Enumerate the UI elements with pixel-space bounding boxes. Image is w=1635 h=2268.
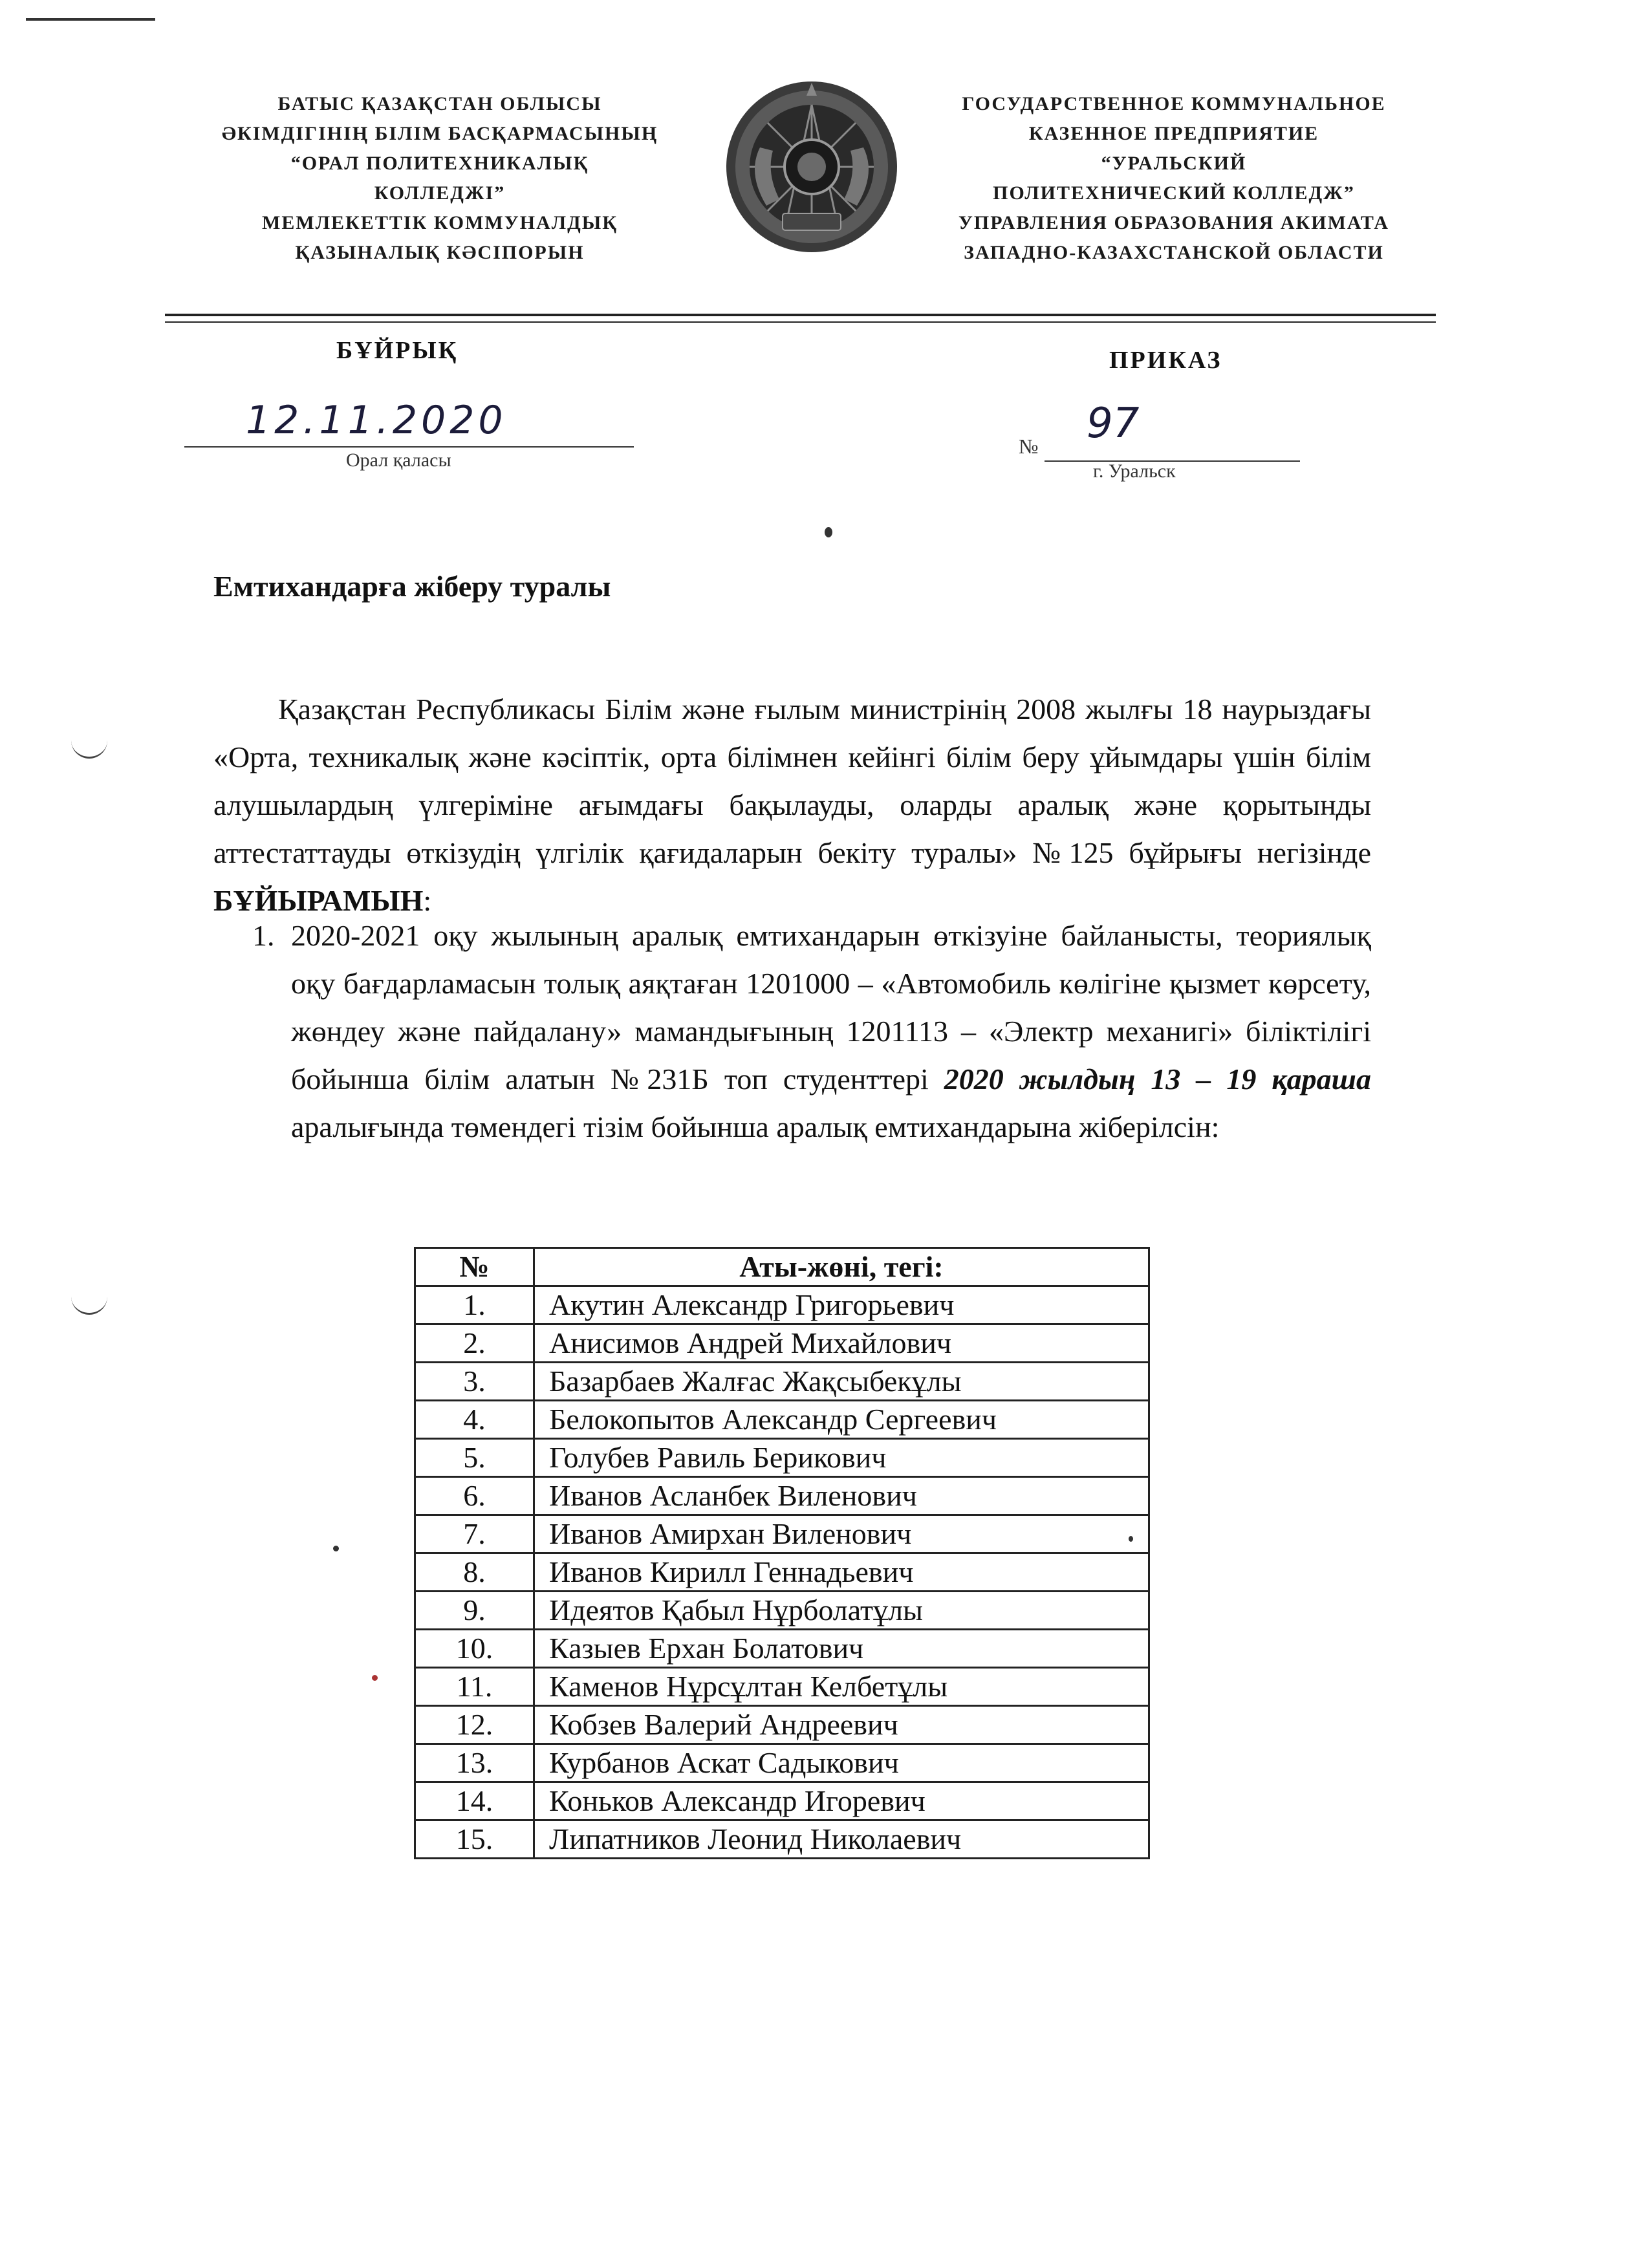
command-word: БҰЙЫРАМЫН (213, 884, 424, 917)
table-row (415, 1592, 1149, 1630)
item-text-after: аралығында төмендегі тізім бойынша аралық емтихандарына жіберілсін: (291, 1110, 1220, 1143)
scan-speck (372, 1675, 378, 1681)
header-divider-thick (165, 314, 1436, 316)
header-kz-line: “ОРАЛ ПОЛИТЕХНИКАЛЫҚ (290, 153, 589, 174)
item-text-before: 2020-2021 оқу жылының аралық емтихандарын өткізуіне байланысты, теориялық оқу бағдарламасын толық аяқтаған 1201000 – «Автомобиль көлігіне қызмет көрсету, жөндеу және пайдалану» мамандығының 1201113 – «Электр механигі» біліктілігі бойынша білім алатын №231Б топ студенттері (291, 919, 1371, 1096)
student-name: Иванов Амирхан Виленович (534, 1515, 1149, 1553)
number-sign: № (1019, 435, 1039, 458)
order-item-1 (252, 912, 1371, 1151)
scan-speck (825, 527, 832, 537)
scan-speck (333, 1546, 339, 1551)
student-name: Белокопытов Александр Сергеевич (534, 1401, 1149, 1439)
row-number: 1. (415, 1286, 534, 1324)
table-row (415, 1820, 1149, 1859)
college-header-russian (931, 89, 1416, 268)
order-number: 97 (1087, 400, 1140, 448)
row-number: 6. (415, 1477, 534, 1515)
student-name: Курбанов Аскат Садыкович (534, 1744, 1149, 1782)
student-name: Кобзев Валерий Андреевич (534, 1706, 1149, 1744)
header-ru-line: ГОСУДАРСТВЕННОЕ КОММУНАЛЬНОЕ (962, 93, 1386, 114)
header-kz-line: БАТЫС ҚАЗАҚСТАН ОБЛЫСЫ (277, 93, 602, 114)
header-kz-line: МЕМЛЕКЕТТІК КОММУНАЛДЫҚ (262, 212, 618, 233)
row-number: 13. (415, 1744, 534, 1782)
column-header-name: Аты-жөні, тегі: (534, 1248, 1149, 1286)
item-number: 1. (252, 919, 275, 952)
table-row (415, 1477, 1149, 1515)
punch-hole-mark (71, 731, 107, 759)
row-number: 14. (415, 1782, 534, 1820)
header-ru-line: “УРАЛЬСКИЙ (1101, 153, 1247, 174)
item-text (291, 912, 1371, 1151)
row-number: 11. (415, 1668, 534, 1706)
student-list-table (414, 1247, 1150, 1859)
state-emblem-icon (721, 76, 902, 257)
table-row (415, 1363, 1149, 1401)
student-name: Казыев Ерхан Болатович (534, 1630, 1149, 1668)
college-header-kazakh (213, 89, 666, 268)
header-divider-thin (165, 321, 1436, 323)
row-number: 7. (415, 1515, 534, 1553)
student-name: Акутин Александр Григорьевич (534, 1286, 1149, 1324)
order-title-ru: ПРИКАЗ (1109, 347, 1222, 374)
header-ru-line: УПРАВЛЕНИЯ ОБРАЗОВАНИЯ АКИМАТА (958, 212, 1390, 233)
punch-hole-mark (71, 1287, 107, 1315)
order-subject: Емтихандарға жіберу туралы (213, 570, 611, 603)
table-row (415, 1515, 1149, 1553)
row-number: 15. (415, 1820, 534, 1859)
row-number: 4. (415, 1401, 534, 1439)
city-kz: Орал қаласы (346, 449, 451, 471)
table-row (415, 1324, 1149, 1363)
student-name: Иванов Кирилл Геннадьевич (534, 1553, 1149, 1592)
date-underline (184, 446, 634, 448)
table-row (415, 1553, 1149, 1592)
column-header-number: № (415, 1248, 534, 1286)
row-number: 9. (415, 1592, 534, 1630)
student-name: Базарбаев Жалғас Жақсыбекұлы (534, 1363, 1149, 1401)
table-header-row (415, 1248, 1149, 1286)
row-number: 8. (415, 1553, 534, 1592)
row-number: 3. (415, 1363, 534, 1401)
preamble-paragraph (213, 686, 1371, 925)
student-name: Голубев Равиль Берикович (534, 1439, 1149, 1477)
order-title-kz: БҰЙРЫҚ (336, 337, 459, 364)
scan-speck (1129, 1536, 1133, 1542)
table-row (415, 1706, 1149, 1744)
header-ru-line: ПОЛИТЕХНИЧЕСКИЙ КОЛЛЕДЖ” (993, 182, 1355, 204)
table-row (415, 1401, 1149, 1439)
scan-edge-mark (26, 18, 155, 21)
header-ru-line: ЗАПАДНО-КАЗАХСТАНСКОЙ ОБЛАСТИ (964, 242, 1384, 263)
order-date: 12.11.2020 (246, 398, 507, 443)
city-ru: г. Уральск (1093, 460, 1176, 482)
header-kz-line: ҚАЗЫНАЛЫҚ КӘСІПОРЫН (295, 242, 585, 263)
table-row (415, 1630, 1149, 1668)
table-row (415, 1744, 1149, 1782)
student-name: Липатников Леонид Николаевич (534, 1820, 1149, 1859)
student-name: Иванов Асланбек Виленович (534, 1477, 1149, 1515)
table-row (415, 1782, 1149, 1820)
row-number: 12. (415, 1706, 534, 1744)
table-row (415, 1439, 1149, 1477)
student-name: Идеятов Қабыл Нұрболатұлы (534, 1592, 1149, 1630)
row-number: 5. (415, 1439, 534, 1477)
row-number: 2. (415, 1324, 534, 1363)
header-ru-line: КАЗЕННОЕ ПРЕДПРИЯТИЕ (1028, 123, 1319, 144)
exam-dates: 2020 жылдың 13 – 19 қараша (944, 1063, 1371, 1096)
header-kz-line: КОЛЛЕДЖІ” (374, 182, 506, 204)
row-number: 10. (415, 1630, 534, 1668)
student-name: Анисимов Андрей Михайлович (534, 1324, 1149, 1363)
table-row (415, 1286, 1149, 1324)
student-name: Коньков Александр Игоревич (534, 1782, 1149, 1820)
header-kz-line: ӘКІМДІГІНІҢ БІЛІМ БАСҚАРМАСЫНЫҢ (221, 123, 658, 144)
preamble-text: Қазақстан Республикасы Білім және ғылым министрінің 2008 жылғы 18 наурыздағы «Орта, техникалық және кәсіптік, орта білімнен кейінгі білім беру ұйымдары үшін білім алушылардың үлгеріміне ағымдағы бақылауды, оларды аралық және қорытынды аттестаттауды өткізудің үлгілік қағидаларын бекіту туралы» №125 бұйрығы негізінде (213, 693, 1371, 869)
command-suffix: : (423, 884, 432, 917)
table-row (415, 1668, 1149, 1706)
student-name: Каменов Нұрсұлтан Келбетұлы (534, 1668, 1149, 1706)
